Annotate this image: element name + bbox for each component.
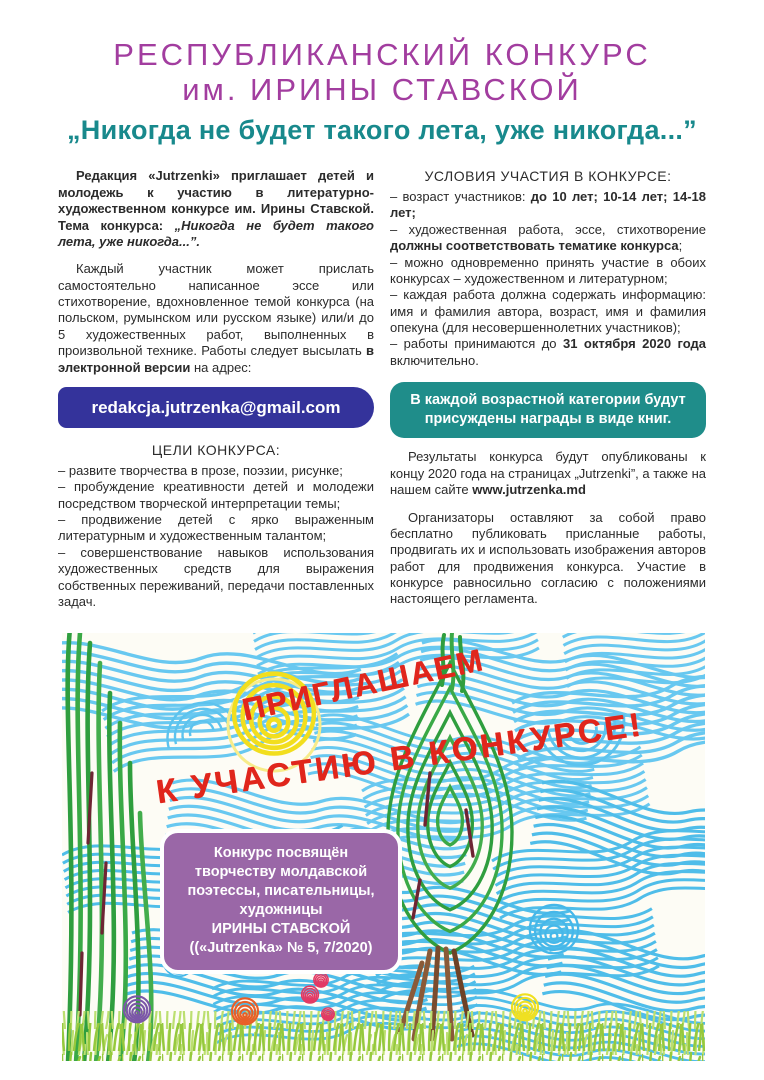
invite-text-line2: К УЧАСТИЮ В КОНКУРСЕ! bbox=[153, 704, 646, 810]
condition-item: – каждая работа должна содержать информацию: имя и фамилия автора, возраст, имя и фамилия опекуна (для несовершеннолетних участников); bbox=[390, 287, 706, 336]
results-paragraph: Результаты конкурса будут опубликованы к концу 2020 года на страницах „Jutrzenki”, а также на нашем сайте www.jutrzenka.md bbox=[390, 449, 706, 498]
condition-item: – художественная работа, эссе, стихотворение должны соответствовать тематике конкурса; bbox=[390, 221, 706, 254]
conditions-list bbox=[390, 189, 706, 369]
page-title-line2: им. ИРИНЫ СТАВСКОЙ bbox=[182, 71, 582, 107]
right-column bbox=[390, 168, 706, 618]
goals-heading: ЦЕЛИ КОНКУРСА: bbox=[151, 442, 281, 459]
info-box-line: ИРИНЫ СТАВСКОЙ bbox=[211, 921, 351, 938]
goal-item: – совершенствование навыков использования художественных средств для выражения собственных переживаний, передачи поставленных задач. bbox=[58, 544, 374, 609]
contest-theme-subtitle: „Никогда не будет такого лета, уже никогда...” bbox=[67, 115, 697, 146]
condition-item: – возраст участников: до 10 лет; 10-14 лет; 14-18 лет; bbox=[390, 189, 706, 221]
page-header bbox=[0, 0, 764, 146]
info-box-line: художницы bbox=[239, 902, 323, 919]
goal-item: – продвижение детей с ярко выраженным литературным и художественным талантом; bbox=[58, 512, 374, 544]
conditions-heading: УСЛОВИЯ УЧАСТИЯ В КОНКУРСЕ: bbox=[424, 168, 672, 185]
goal-item: – развите творчества в прозе, поэзии, рисунке; bbox=[58, 462, 343, 478]
page-title-line1: РЕСПУБЛИКАНСКИЙ КОНКУРС bbox=[113, 37, 651, 72]
info-box-line: Конкурс посвящён bbox=[213, 844, 349, 861]
grass bbox=[62, 1011, 705, 1061]
dedication-info-box bbox=[160, 829, 402, 974]
submission-paragraph: Каждый участник может прислать самостоятельно написанное эссе или стихотворение, вдохновленное темой конкурса (на польском, румынском или русском языке) или/и до 5 художественных работ, выполненных в произвольной технике. Работы следует высылать в электронной версии на адрес: bbox=[58, 261, 374, 375]
goal-item: – пробуждение креативности детей и молодежи посредством творческой интерпретации темы; bbox=[58, 479, 374, 511]
left-column bbox=[58, 168, 374, 618]
organizers-paragraph: Организаторы оставляют за собой право бесплатно публиковать присланные работы, продвигать их и использовать изображения авторов работ для продвижения конкурса. Участие в конкурсе равносильно согласию с положениями настоящего регламента. bbox=[390, 509, 706, 607]
email-address-pill[interactable]: redakcja.jutrzenka@gmail.com bbox=[58, 387, 374, 428]
info-box-line: творчеству молдавской bbox=[194, 863, 368, 880]
intro-paragraph: Редакция «Jutrzenki» приглашает детей и молодежь к участию в литературно-художественном конкурсе им. Ирины Ставской. Тема конкурса: „Никогда не будет такого лета, уже никогда...”. bbox=[58, 168, 374, 249]
text-columns bbox=[0, 168, 764, 618]
info-box-line: поэтессы, писательницы, bbox=[187, 883, 375, 900]
award-banner: В каждой возрастной категории будут присуждены награды в виде книг. bbox=[390, 382, 706, 438]
info-box-line: ((«Jutrzenka» № 5, 7/2020) bbox=[189, 940, 373, 957]
condition-item: – можно одновременно принять участие в обоих конкурсах – художественном и литературном; bbox=[390, 254, 706, 286]
website-link[interactable]: www.jutrzenka.md bbox=[472, 482, 586, 498]
invite-text-line1: ПРИГЛАШАЕМ bbox=[238, 641, 488, 728]
condition-item: – работы принимаются до 31 октября 2020 года включительно. bbox=[390, 336, 706, 368]
goals-list bbox=[58, 463, 374, 610]
contest-illustration bbox=[62, 633, 705, 1061]
